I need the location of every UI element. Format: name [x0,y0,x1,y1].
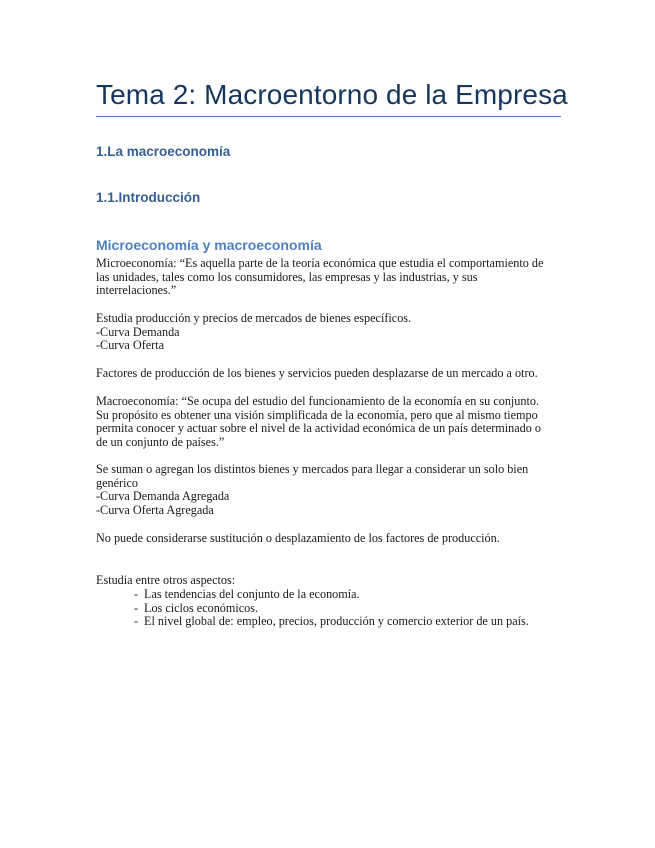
text-line: No puede considerarse sustitución o desplazamiento de los factores de producción. [96,531,500,545]
text-line: -Curva Oferta Agregada [96,502,214,517]
text-line: interrelaciones.” [96,283,177,298]
paragraph-micro-factors [96,367,561,381]
paragraph-aspects-intro [96,574,561,588]
list-item [134,602,529,616]
text-line: Estudia entre otros aspectos: [96,573,236,587]
list-item [134,615,529,629]
dash-bullet-icon: - [134,587,139,601]
document-title: Tema 2: Macroentorno de la Empresa [96,79,568,110]
paragraph-macro-factors [96,532,561,546]
text-line: Su propósito es obtener una visión simplificada de la economía, pero que al mismo tiempo [96,407,538,422]
heading-la-macroeconomia: 1.La macroeconomía [96,144,231,159]
dash-bullet-icon: - [134,614,139,629]
text-line: -Curva Demanda [96,324,180,339]
list-item-text: Las tendencias del conjunto de la economía. [144,587,360,601]
text-line: genérico [96,475,138,490]
text-line: Estudia producción y precios de mercados de bienes específicos. [96,311,412,325]
text-line: -Curva Oferta [96,338,165,353]
list-item-text: Los ciclos económicos. [144,600,259,615]
text-line: Factores de producción de los bienes y servicios pueden desplazarse de un mercado a otro. [96,366,538,380]
heading-introduccion: 1.1.Introducción [96,190,201,205]
text-line: Microeconomía: “Es aquella parte de la teoría económica que estudia el comportamiento de [96,256,544,270]
title-underline [96,116,561,117]
paragraph-micro-studies [96,312,561,353]
text-line: Se suman o agregan los distintos bienes y mercados para llegar a considerar un solo bien [96,462,529,476]
paragraph-macro-aggregate [96,463,561,517]
subheading-micro-macro: Microeconomía y macroeconomía [96,237,322,253]
text-line: permita conocer y actuar sobre el nivel de la actividad económica de un país determinado o [96,421,541,436]
list-item [134,588,529,602]
text-line: las unidades, tales como los consumidores, las empresas y las industrias, y sus [96,269,478,284]
aspects-list [134,588,529,629]
dash-bullet-icon: - [134,600,139,615]
text-line: Macroeconomía: “Se ocupa del estudio del funcionamiento de la economía en su conjunto. [96,394,540,408]
paragraph-macro-definition [96,395,561,449]
paragraph-micro-definition [96,257,561,298]
text-line: de un conjunto de países.” [96,434,225,449]
text-line: -Curva Demanda Agregada [96,489,230,504]
list-item-text: El nivel global de: empleo, precios, producción y comercio exterior de un país. [144,614,529,629]
